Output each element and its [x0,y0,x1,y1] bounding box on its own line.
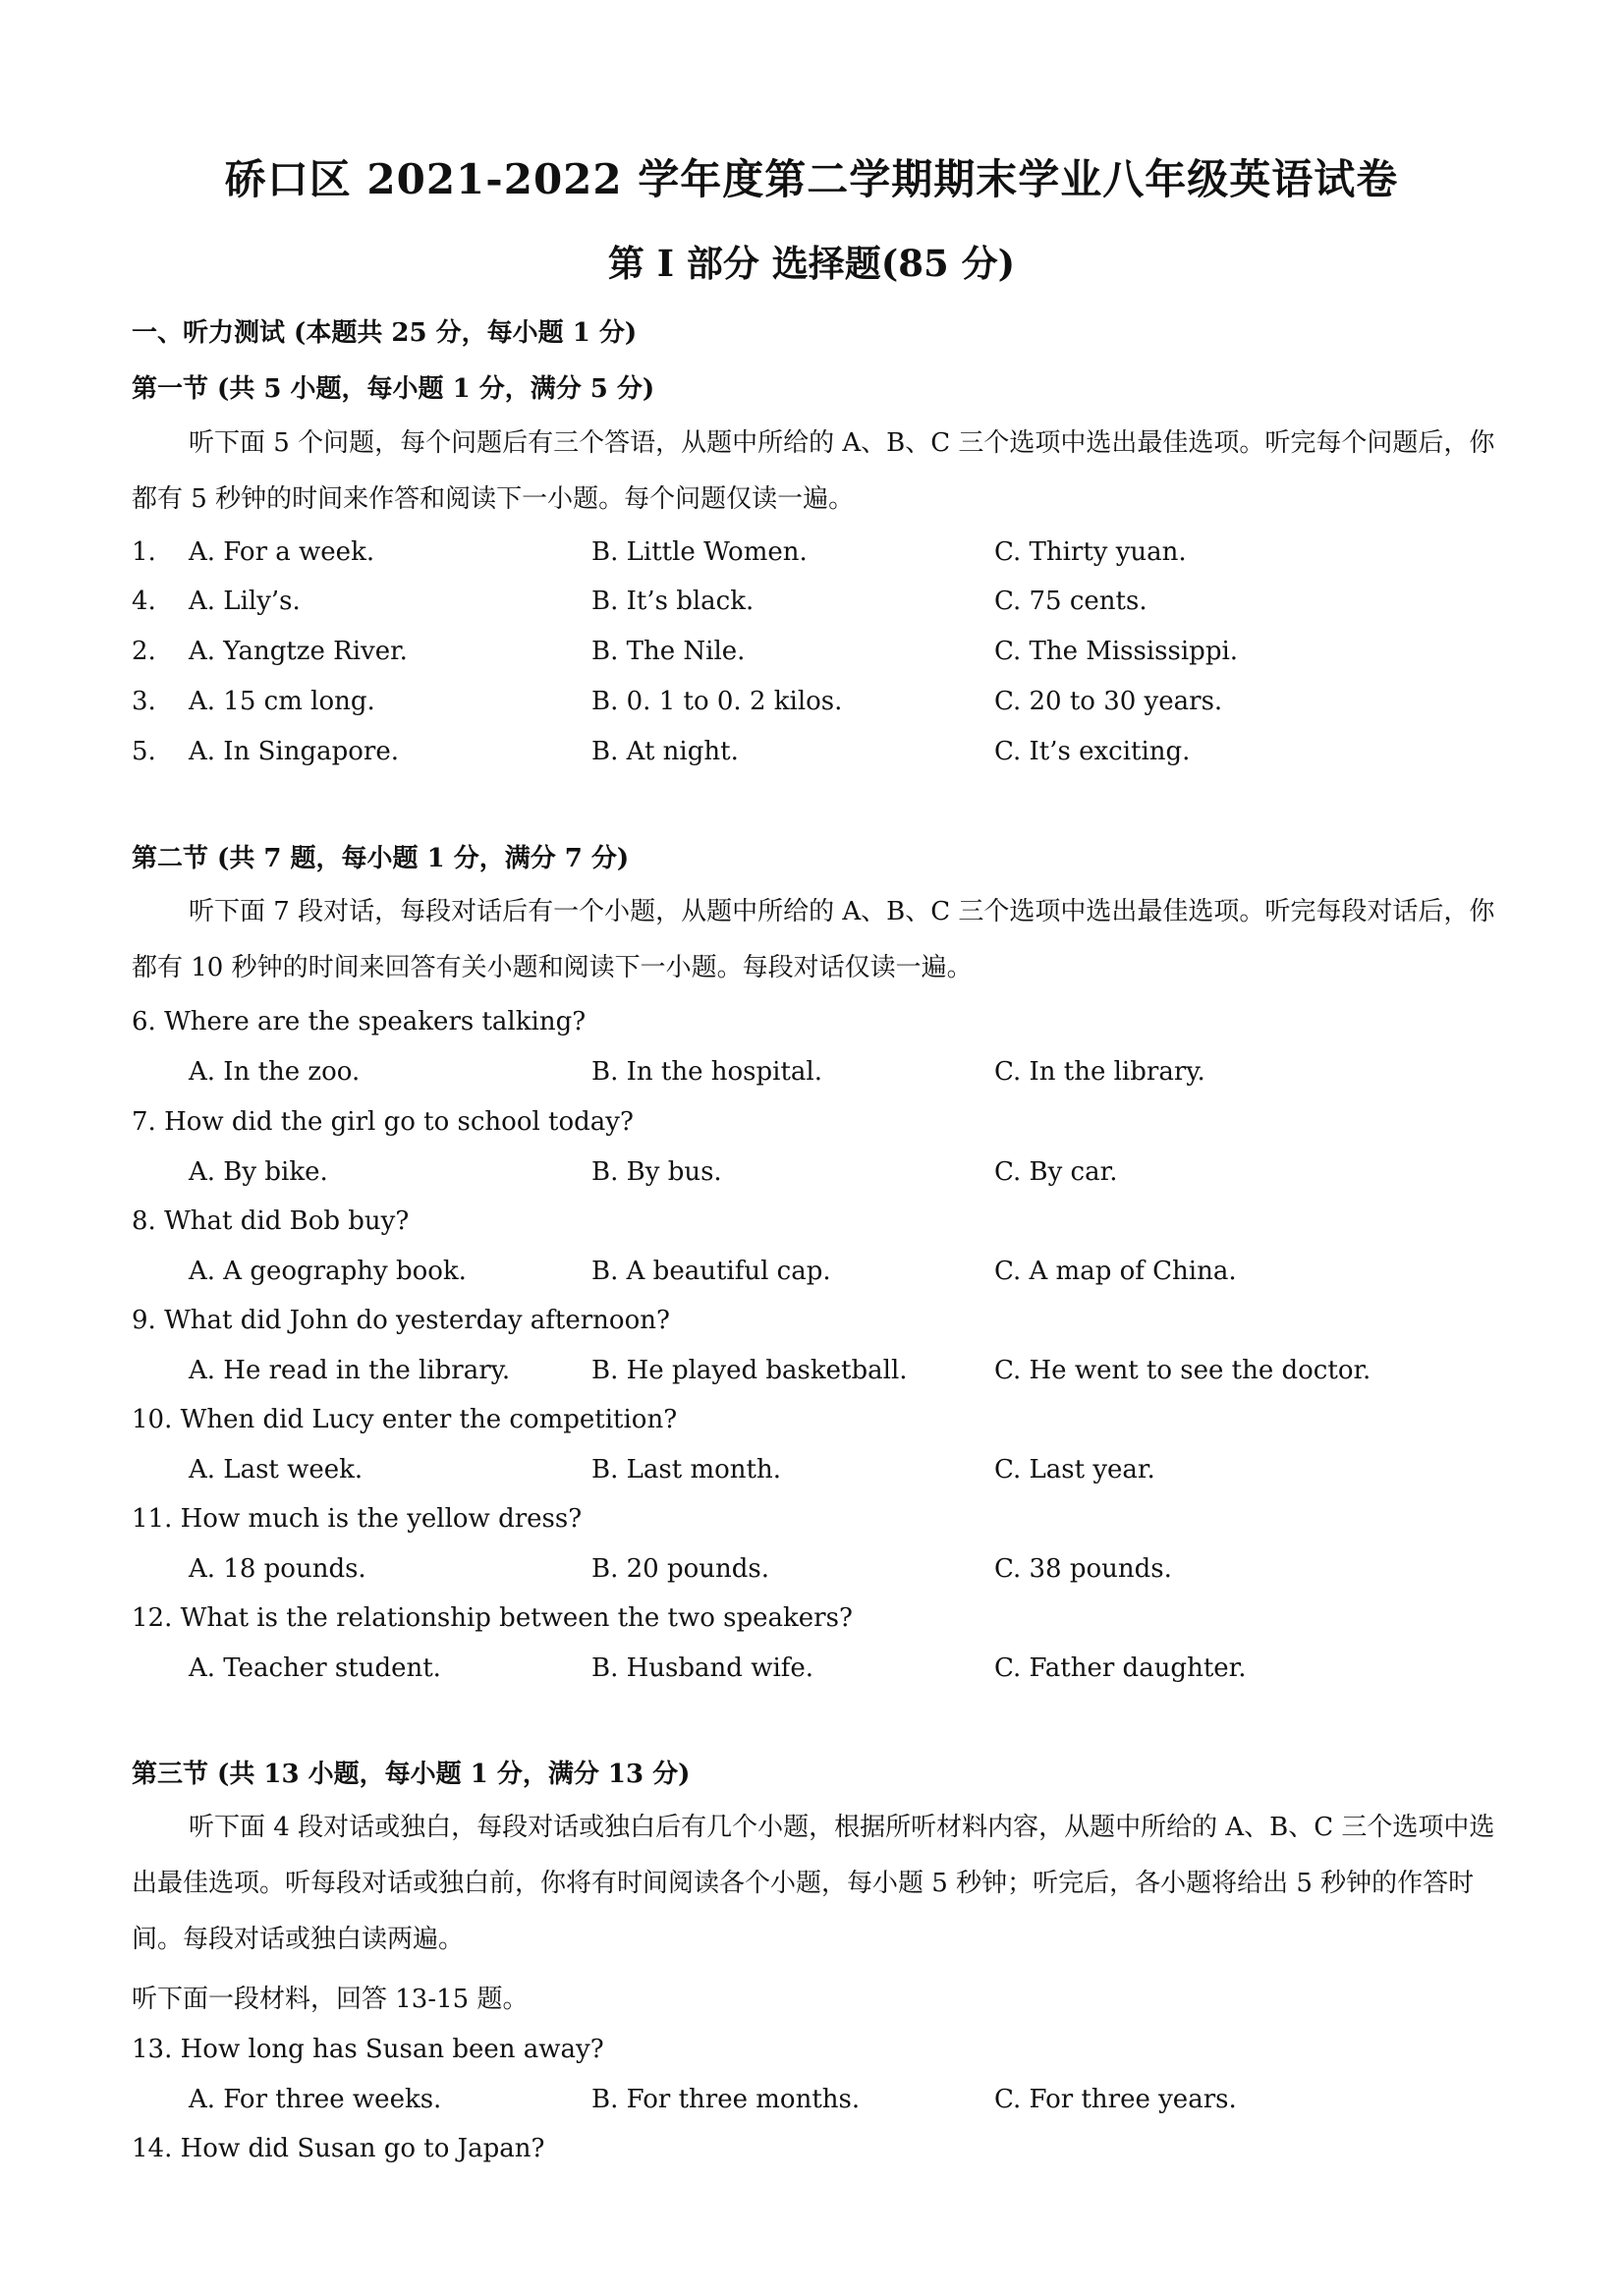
option-c: C. The Mississippi. [994,637,1239,666]
question-row [132,587,1507,626]
option-b: B. He played basketball. [591,1356,908,1385]
question-stem: 14. How did Susan go to Japan? [132,2134,545,2163]
section1-heading: 第一节 (共 5 小题，每小题 1 分，满分 5 分) [132,374,655,404]
question-row [132,537,1507,577]
question-row [132,737,1507,776]
option-a: A. A geography book. [189,1257,467,1286]
material-note: 听下面一段材料，回答 13-15 题。 [132,1985,529,2014]
option-a: A. By bike. [189,1157,328,1187]
question-row [132,687,1507,726]
option-a: A. He read in the library. [189,1356,511,1385]
option-b: B. Husband wife. [591,1653,814,1683]
option-c: C. For three years. [994,2085,1237,2114]
section2-instruction: 听下面 7 段对话，每段对话后有一个小题，从题中所给的 A、B、C 三个选项中选出最佳选项。听完每段对话后，你都有 10 秒钟的时间来回答有关小题和阅读下一小题。每段对话仅读一遍。 [132,897,1495,982]
options-row [132,2085,1507,2124]
option-b: B. Last month. [591,1455,781,1484]
option-b: B. 20 pounds. [591,1554,770,1584]
option-a: A. 18 pounds. [189,1554,366,1584]
options-row [132,1157,1507,1197]
option-c: C. Last year. [994,1455,1155,1484]
option-b: B. The Nile. [591,637,746,666]
options-row [132,1356,1507,1395]
question-stem: 6. Where are the speakers talking? [132,1007,587,1036]
question-stem: 8. What did Bob buy? [132,1206,410,1236]
question-stem: 7. How did the girl go to school today? [132,1107,634,1137]
question-number: 5. [132,737,156,766]
option-b: B. 0. 1 to 0. 2 kilos. [591,687,843,716]
listening-heading: 一、听力测试 (本题共 25 分，每小题 1 分) [132,318,638,348]
question-row [132,637,1507,676]
option-b: B. For three months. [591,2085,861,2114]
option-a: A. 15 cm long. [189,687,375,716]
option-c: C. A map of China. [994,1257,1237,1286]
option-c: C. It’s exciting. [994,737,1191,766]
question-stem: 11. How much is the yellow dress? [132,1504,583,1534]
option-a: A. For three weeks. [189,2085,442,2114]
question-number: 1. [132,537,156,567]
option-b: B. A beautiful cap. [591,1257,831,1286]
option-c: C. 38 pounds. [994,1554,1172,1584]
question-number: 2. [132,637,156,666]
option-a: A. Lily’s. [189,587,301,616]
option-a: A. In Singapore. [189,737,399,766]
section1-instruction: 听下面 5 个问题，每个问题后有三个答语，从题中所给的 A、B、C 三个选项中选出最佳选项。听完每个问题后，你都有 5 秒钟的时间来作答和阅读下一小题。每个问题仅读一遍。 [132,428,1495,514]
option-a: A. In the zoo. [189,1057,361,1087]
option-a: A. Yangtze River. [189,637,408,666]
section3-heading: 第三节 (共 13 小题，每小题 1 分，满分 13 分) [132,1760,691,1789]
section3-instruction: 听下面 4 段对话或独白，每段对话或独白后有几个小题，根据所听材料内容，从题中所给的 A、B、C 三个选项中选出最佳选项。听每段对话或独白前，你将有时间阅读各个小题，每小题 5 秒钟；听完后，各小题将给出 5 秒钟的作答时间。每段对话或独白读两遍。 [132,1813,1495,1954]
exam-title: 硚口区 2021-2022 学年度第二学期期末学业八年级英语试卷 [224,155,1399,203]
option-b: B. It’s black. [591,587,755,616]
option-c: C. Thirty yuan. [994,537,1187,567]
question-stem: 9. What did John do yesterday afternoon? [132,1306,670,1335]
option-c: C. By car. [994,1157,1118,1187]
question-stem: 10. When did Lucy enter the competition? [132,1405,678,1434]
question-number: 4. [132,587,156,616]
part-title: 第 I 部分 选择题(85 分) [607,242,1016,285]
option-c: C. 75 cents. [994,587,1147,616]
options-row [132,1554,1507,1594]
option-c: C. Father daughter. [994,1653,1247,1683]
option-b: B. Little Women. [591,537,808,567]
question-stem: 13. How long has Susan been away? [132,2035,604,2064]
option-b: B. At night. [591,737,739,766]
option-a: A. Teacher student. [189,1653,441,1683]
section2-heading: 第二节 (共 7 题，每小题 1 分，满分 7 分) [132,844,630,873]
options-row [132,1455,1507,1494]
option-a: A. Last week. [189,1455,364,1484]
option-c: C. 20 to 30 years. [994,687,1223,716]
option-b: B. By bus. [591,1157,722,1187]
option-c: C. He went to see the doctor. [994,1356,1371,1385]
question-stem: 12. What is the relationship between the two speakers? [132,1603,853,1633]
options-row [132,1653,1507,1693]
options-row [132,1257,1507,1296]
options-row [132,1057,1507,1096]
option-b: B. In the hospital. [591,1057,822,1087]
option-a: A. For a week. [189,537,375,567]
question-number: 3. [132,687,156,716]
option-c: C. In the library. [994,1057,1205,1087]
